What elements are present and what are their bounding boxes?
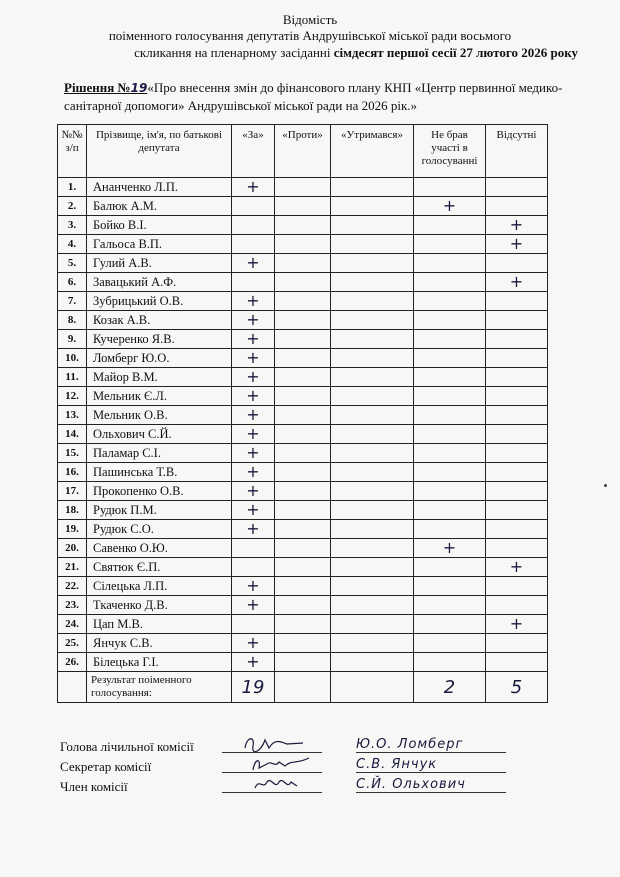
table-row: [58, 216, 548, 235]
vote-cell-za: [232, 273, 275, 292]
table-header-row: [58, 125, 548, 178]
vote-cell-ne-brav: [414, 368, 486, 387]
vote-cell-vidsutni: [486, 330, 548, 349]
vote-cell-vidsutni: [486, 311, 548, 330]
signature-scribble-member: [225, 774, 321, 794]
vote-cell-utrymavsia: [331, 539, 414, 558]
vote-cell-vidsutni: [486, 197, 548, 216]
deputy-name: Цап М.В.: [87, 615, 232, 634]
table-body: [58, 178, 548, 672]
vote-cell-za: [232, 197, 275, 216]
table-row: [58, 520, 548, 539]
name-chair: Ю.О. Ломберг: [356, 737, 506, 753]
deputy-name: Мельник О.В.: [87, 406, 232, 425]
vote-cell-ne-brav: [414, 425, 486, 444]
row-number: 17.: [58, 482, 87, 501]
table-row: [58, 349, 548, 368]
deputy-name: Мельник Є.Л.: [87, 387, 232, 406]
row-number: 10.: [58, 349, 87, 368]
deputy-name: Ананченко Л.П.: [87, 178, 232, 197]
vote-cell-ne-brav: [414, 406, 486, 425]
vote-cell-ne-brav: [414, 349, 486, 368]
row-number: 23.: [58, 596, 87, 615]
vote-cell-utrymavsia: [331, 615, 414, 634]
vote-cell-proty: [275, 539, 331, 558]
vote-cell-vidsutni: [486, 406, 548, 425]
vote-cell-utrymavsia: [331, 577, 414, 596]
vote-cell-ne-brav: [414, 653, 486, 672]
vote-cell-proty: [275, 330, 331, 349]
table-row: [58, 615, 548, 634]
row-number: 22.: [58, 577, 87, 596]
deputy-name: Завацький А.Ф.: [87, 273, 232, 292]
table-row: [58, 463, 548, 482]
row-number: 12.: [58, 387, 87, 406]
table-row: [58, 311, 548, 330]
vote-mark-za: +: [232, 520, 275, 539]
doc-session-line: [0, 45, 620, 61]
deputy-name: Бойко В.І.: [87, 216, 232, 235]
vote-mark-za: +: [232, 349, 275, 368]
table-row: [58, 501, 548, 520]
vote-cell-proty: [275, 349, 331, 368]
vote-cell-proty: [275, 463, 331, 482]
table-row: [58, 254, 548, 273]
deputy-name: Сілецька Л.П.: [87, 577, 232, 596]
vote-cell-proty: [275, 482, 331, 501]
vote-cell-vidsutni: [486, 425, 548, 444]
table-row: [58, 273, 548, 292]
vote-mark-za: +: [232, 178, 275, 197]
vote-cell-proty: [275, 368, 331, 387]
deputy-name: Ольхович С.Й.: [87, 425, 232, 444]
vote-mark-za: +: [232, 425, 275, 444]
vote-cell-utrymavsia: [331, 311, 414, 330]
vote-cell-proty: [275, 501, 331, 520]
table-row: [58, 634, 548, 653]
vote-mark-za: +: [232, 254, 275, 273]
vote-mark-za: +: [232, 311, 275, 330]
vote-cell-vidsutni: [486, 368, 548, 387]
vote-cell-proty: [275, 292, 331, 311]
vote-cell-vidsutni: [486, 254, 548, 273]
result-empty: [58, 672, 87, 703]
vote-cell-vidsutni: [486, 577, 548, 596]
vote-cell-proty: [275, 520, 331, 539]
session-date: сімдесят першої сесії 27 лютого 2026 року: [333, 45, 578, 60]
vote-mark-za: +: [232, 406, 275, 425]
vote-mark-za: +: [232, 368, 275, 387]
row-number: 18.: [58, 501, 87, 520]
vote-cell-vidsutni: [486, 387, 548, 406]
vote-mark-vidsutni: +: [486, 216, 548, 235]
vote-mark-za: +: [232, 330, 275, 349]
vote-cell-utrymavsia: [331, 482, 414, 501]
col-header-utrymavsia: «Утримався»: [331, 125, 414, 178]
vote-cell-ne-brav: [414, 501, 486, 520]
total-vidsutni: 5: [486, 672, 548, 703]
vote-cell-za: [232, 539, 275, 558]
vote-cell-utrymavsia: [331, 558, 414, 577]
vote-cell-ne-brav: [414, 615, 486, 634]
role-chair: Голова лічильної комісії: [60, 739, 194, 754]
row-number: 7.: [58, 292, 87, 311]
vote-cell-utrymavsia: [331, 330, 414, 349]
row-number: 5.: [58, 254, 87, 273]
vote-cell-utrymavsia: [331, 197, 414, 216]
role-secretary: Секретар комісії: [60, 759, 152, 774]
vote-mark-za: +: [232, 501, 275, 520]
row-number: 19.: [58, 520, 87, 539]
vote-cell-proty: [275, 387, 331, 406]
deputy-name: Майор В.М.: [87, 368, 232, 387]
table-row: [58, 596, 548, 615]
deputy-name: Балюк А.М.: [87, 197, 232, 216]
decision-block: [64, 79, 584, 114]
vote-cell-vidsutni: [486, 501, 548, 520]
vote-cell-vidsutni: [486, 520, 548, 539]
total-ne-brav: 2: [414, 672, 486, 703]
table-row: [58, 444, 548, 463]
col-header-za: «За»: [232, 125, 275, 178]
signature-scribble-secretary: [225, 754, 321, 774]
row-number: 20.: [58, 539, 87, 558]
row-number: 14.: [58, 425, 87, 444]
vote-cell-proty: [275, 634, 331, 653]
vote-mark-za: +: [232, 292, 275, 311]
vote-cell-utrymavsia: [331, 463, 414, 482]
deputy-name: Прокопенко О.В.: [87, 482, 232, 501]
vote-mark-za: +: [232, 463, 275, 482]
vote-cell-ne-brav: [414, 577, 486, 596]
signature-line-secretary: [222, 772, 322, 773]
vote-mark-ne-brav: +: [414, 197, 486, 216]
doc-title: Відомість: [282, 12, 338, 27]
result-label: Результат поіменного голосування:: [87, 672, 232, 703]
deputy-name: Кучеренко Я.В.: [87, 330, 232, 349]
deputy-name: Савенко О.Ю.: [87, 539, 232, 558]
deputy-name: Ломберг Ю.О.: [87, 349, 232, 368]
decision-text: «Про внесення змін до фінансового плану КНП «Центр первинної медико-санітарної допомоги» Андрушівської міської ради на 2026 рік.»: [64, 80, 563, 113]
vote-mark-za: +: [232, 387, 275, 406]
row-number: 4.: [58, 235, 87, 254]
row-number: 11.: [58, 368, 87, 387]
vote-cell-ne-brav: [414, 444, 486, 463]
row-number: 25.: [58, 634, 87, 653]
vote-cell-vidsutni: [486, 482, 548, 501]
vote-cell-utrymavsia: [331, 634, 414, 653]
vote-cell-ne-brav: [414, 558, 486, 577]
vote-cell-vidsutni: [486, 292, 548, 311]
vote-cell-utrymavsia: [331, 653, 414, 672]
signature-line-chair: [222, 752, 322, 753]
col-header-name: Прізвище, ім'я, по батькові депутата: [87, 125, 232, 178]
vote-cell-proty: [275, 235, 331, 254]
table-row: [58, 235, 548, 254]
table-row: [58, 558, 548, 577]
decision-label: Рішення №: [64, 80, 131, 95]
vote-cell-utrymavsia: [331, 425, 414, 444]
row-number: 6.: [58, 273, 87, 292]
deputy-name: Рудюк С.О.: [87, 520, 232, 539]
vote-cell-proty: [275, 615, 331, 634]
deputy-name: Гальоса В.П.: [87, 235, 232, 254]
name-member: С.Й. Ольхович: [356, 777, 506, 793]
deputy-name: Святюк Є.П.: [87, 558, 232, 577]
deputy-name: Ткаченко Д.В.: [87, 596, 232, 615]
col-header-num: №№ з/п: [58, 125, 87, 178]
row-number: 24.: [58, 615, 87, 634]
vote-cell-proty: [275, 216, 331, 235]
vote-cell-utrymavsia: [331, 368, 414, 387]
vote-cell-utrymavsia: [331, 254, 414, 273]
vote-cell-za: [232, 558, 275, 577]
vote-mark-vidsutni: +: [486, 558, 548, 577]
vote-cell-proty: [275, 653, 331, 672]
vote-cell-ne-brav: [414, 178, 486, 197]
vote-cell-proty: [275, 596, 331, 615]
vote-cell-vidsutni: [486, 178, 548, 197]
signature-row-member: [60, 777, 580, 797]
decision-number: 19: [130, 81, 148, 95]
deputy-name: Козак А.В.: [87, 311, 232, 330]
deputy-name: Білецька Г.І.: [87, 653, 232, 672]
vote-cell-ne-brav: [414, 387, 486, 406]
table-row: [58, 425, 548, 444]
vote-cell-utrymavsia: [331, 406, 414, 425]
table-row: [58, 292, 548, 311]
vote-cell-proty: [275, 425, 331, 444]
total-utrymavsia: [331, 672, 414, 703]
vote-cell-ne-brav: [414, 463, 486, 482]
vote-cell-utrymavsia: [331, 178, 414, 197]
vote-cell-za: [232, 235, 275, 254]
vote-cell-proty: [275, 444, 331, 463]
table-row: [58, 330, 548, 349]
vote-cell-ne-brav: [414, 520, 486, 539]
scan-speck: [604, 484, 607, 487]
row-number: 16.: [58, 463, 87, 482]
vote-cell-proty: [275, 178, 331, 197]
vote-cell-ne-brav: [414, 292, 486, 311]
table-row: [58, 482, 548, 501]
row-number: 2.: [58, 197, 87, 216]
signature-scribble-chair: [225, 734, 321, 754]
row-number: 9.: [58, 330, 87, 349]
vote-table: [57, 124, 548, 703]
deputy-name: Гулий А.В.: [87, 254, 232, 273]
vote-cell-vidsutni: [486, 539, 548, 558]
vote-cell-ne-brav: [414, 254, 486, 273]
vote-cell-ne-brav: [414, 634, 486, 653]
table-row: [58, 406, 548, 425]
vote-cell-utrymavsia: [331, 349, 414, 368]
vote-cell-ne-brav: [414, 311, 486, 330]
vote-cell-proty: [275, 558, 331, 577]
table-row: [58, 653, 548, 672]
document-header: [0, 12, 620, 61]
vote-cell-proty: [275, 406, 331, 425]
vote-cell-ne-brav: [414, 216, 486, 235]
col-header-ne-brav: Не брав участі в голосуванні: [414, 125, 486, 178]
row-number: 21.: [58, 558, 87, 577]
vote-mark-ne-brav: +: [414, 539, 486, 558]
vote-cell-proty: [275, 311, 331, 330]
vote-mark-za: +: [232, 577, 275, 596]
vote-cell-proty: [275, 273, 331, 292]
commission-signatures: [60, 737, 580, 797]
total-proty: [275, 672, 331, 703]
table-row: [58, 368, 548, 387]
row-number: 3.: [58, 216, 87, 235]
vote-cell-utrymavsia: [331, 216, 414, 235]
vote-cell-ne-brav: [414, 273, 486, 292]
vote-cell-vidsutni: [486, 596, 548, 615]
doc-subtitle: поіменного голосування депутатів Андрушівської міської ради восьмого: [108, 28, 512, 43]
deputy-name: Зубрицький О.В.: [87, 292, 232, 311]
vote-cell-ne-brav: [414, 235, 486, 254]
result-row: [58, 672, 548, 703]
table-row: [58, 197, 548, 216]
vote-cell-vidsutni: [486, 444, 548, 463]
vote-cell-utrymavsia: [331, 387, 414, 406]
vote-mark-za: +: [232, 482, 275, 501]
vote-mark-za: +: [232, 653, 275, 672]
vote-cell-utrymavsia: [331, 235, 414, 254]
vote-cell-ne-brav: [414, 596, 486, 615]
vote-mark-vidsutni: +: [486, 235, 548, 254]
row-number: 1.: [58, 178, 87, 197]
table-row: [58, 178, 548, 197]
row-number: 13.: [58, 406, 87, 425]
vote-cell-proty: [275, 254, 331, 273]
vote-cell-za: [232, 615, 275, 634]
vote-cell-utrymavsia: [331, 501, 414, 520]
row-number: 15.: [58, 444, 87, 463]
col-header-proty: «Проти»: [275, 125, 331, 178]
vote-cell-vidsutni: [486, 349, 548, 368]
row-number: 26.: [58, 653, 87, 672]
signature-line-member: [222, 792, 322, 793]
name-secretary: С.В. Янчук: [356, 757, 506, 773]
vote-mark-za: +: [232, 634, 275, 653]
vote-mark-za: +: [232, 444, 275, 463]
row-number: 8.: [58, 311, 87, 330]
deputy-name: Рудюк П.М.: [87, 501, 232, 520]
vote-cell-vidsutni: [486, 463, 548, 482]
deputy-name: Пашинська Т.В.: [87, 463, 232, 482]
vote-cell-utrymavsia: [331, 273, 414, 292]
deputy-name: Паламар С.І.: [87, 444, 232, 463]
vote-mark-vidsutni: +: [486, 273, 548, 292]
vote-cell-utrymavsia: [331, 444, 414, 463]
table-row: [58, 577, 548, 596]
role-member: Член комісії: [60, 779, 128, 794]
vote-cell-proty: [275, 197, 331, 216]
total-za: 19: [232, 672, 275, 703]
vote-cell-vidsutni: [486, 634, 548, 653]
table-row: [58, 539, 548, 558]
vote-cell-vidsutni: [486, 653, 548, 672]
col-header-vidsutni: Відсутні: [486, 125, 548, 178]
vote-mark-za: +: [232, 596, 275, 615]
vote-cell-utrymavsia: [331, 292, 414, 311]
deputy-name: Янчук С.В.: [87, 634, 232, 653]
vote-cell-ne-brav: [414, 482, 486, 501]
vote-cell-utrymavsia: [331, 520, 414, 539]
vote-cell-ne-brav: [414, 330, 486, 349]
table-row: [58, 387, 548, 406]
session-prefix: скликання на пленарному засіданні: [134, 45, 334, 60]
vote-cell-za: [232, 216, 275, 235]
vote-mark-vidsutni: +: [486, 615, 548, 634]
vote-cell-utrymavsia: [331, 596, 414, 615]
vote-cell-proty: [275, 577, 331, 596]
